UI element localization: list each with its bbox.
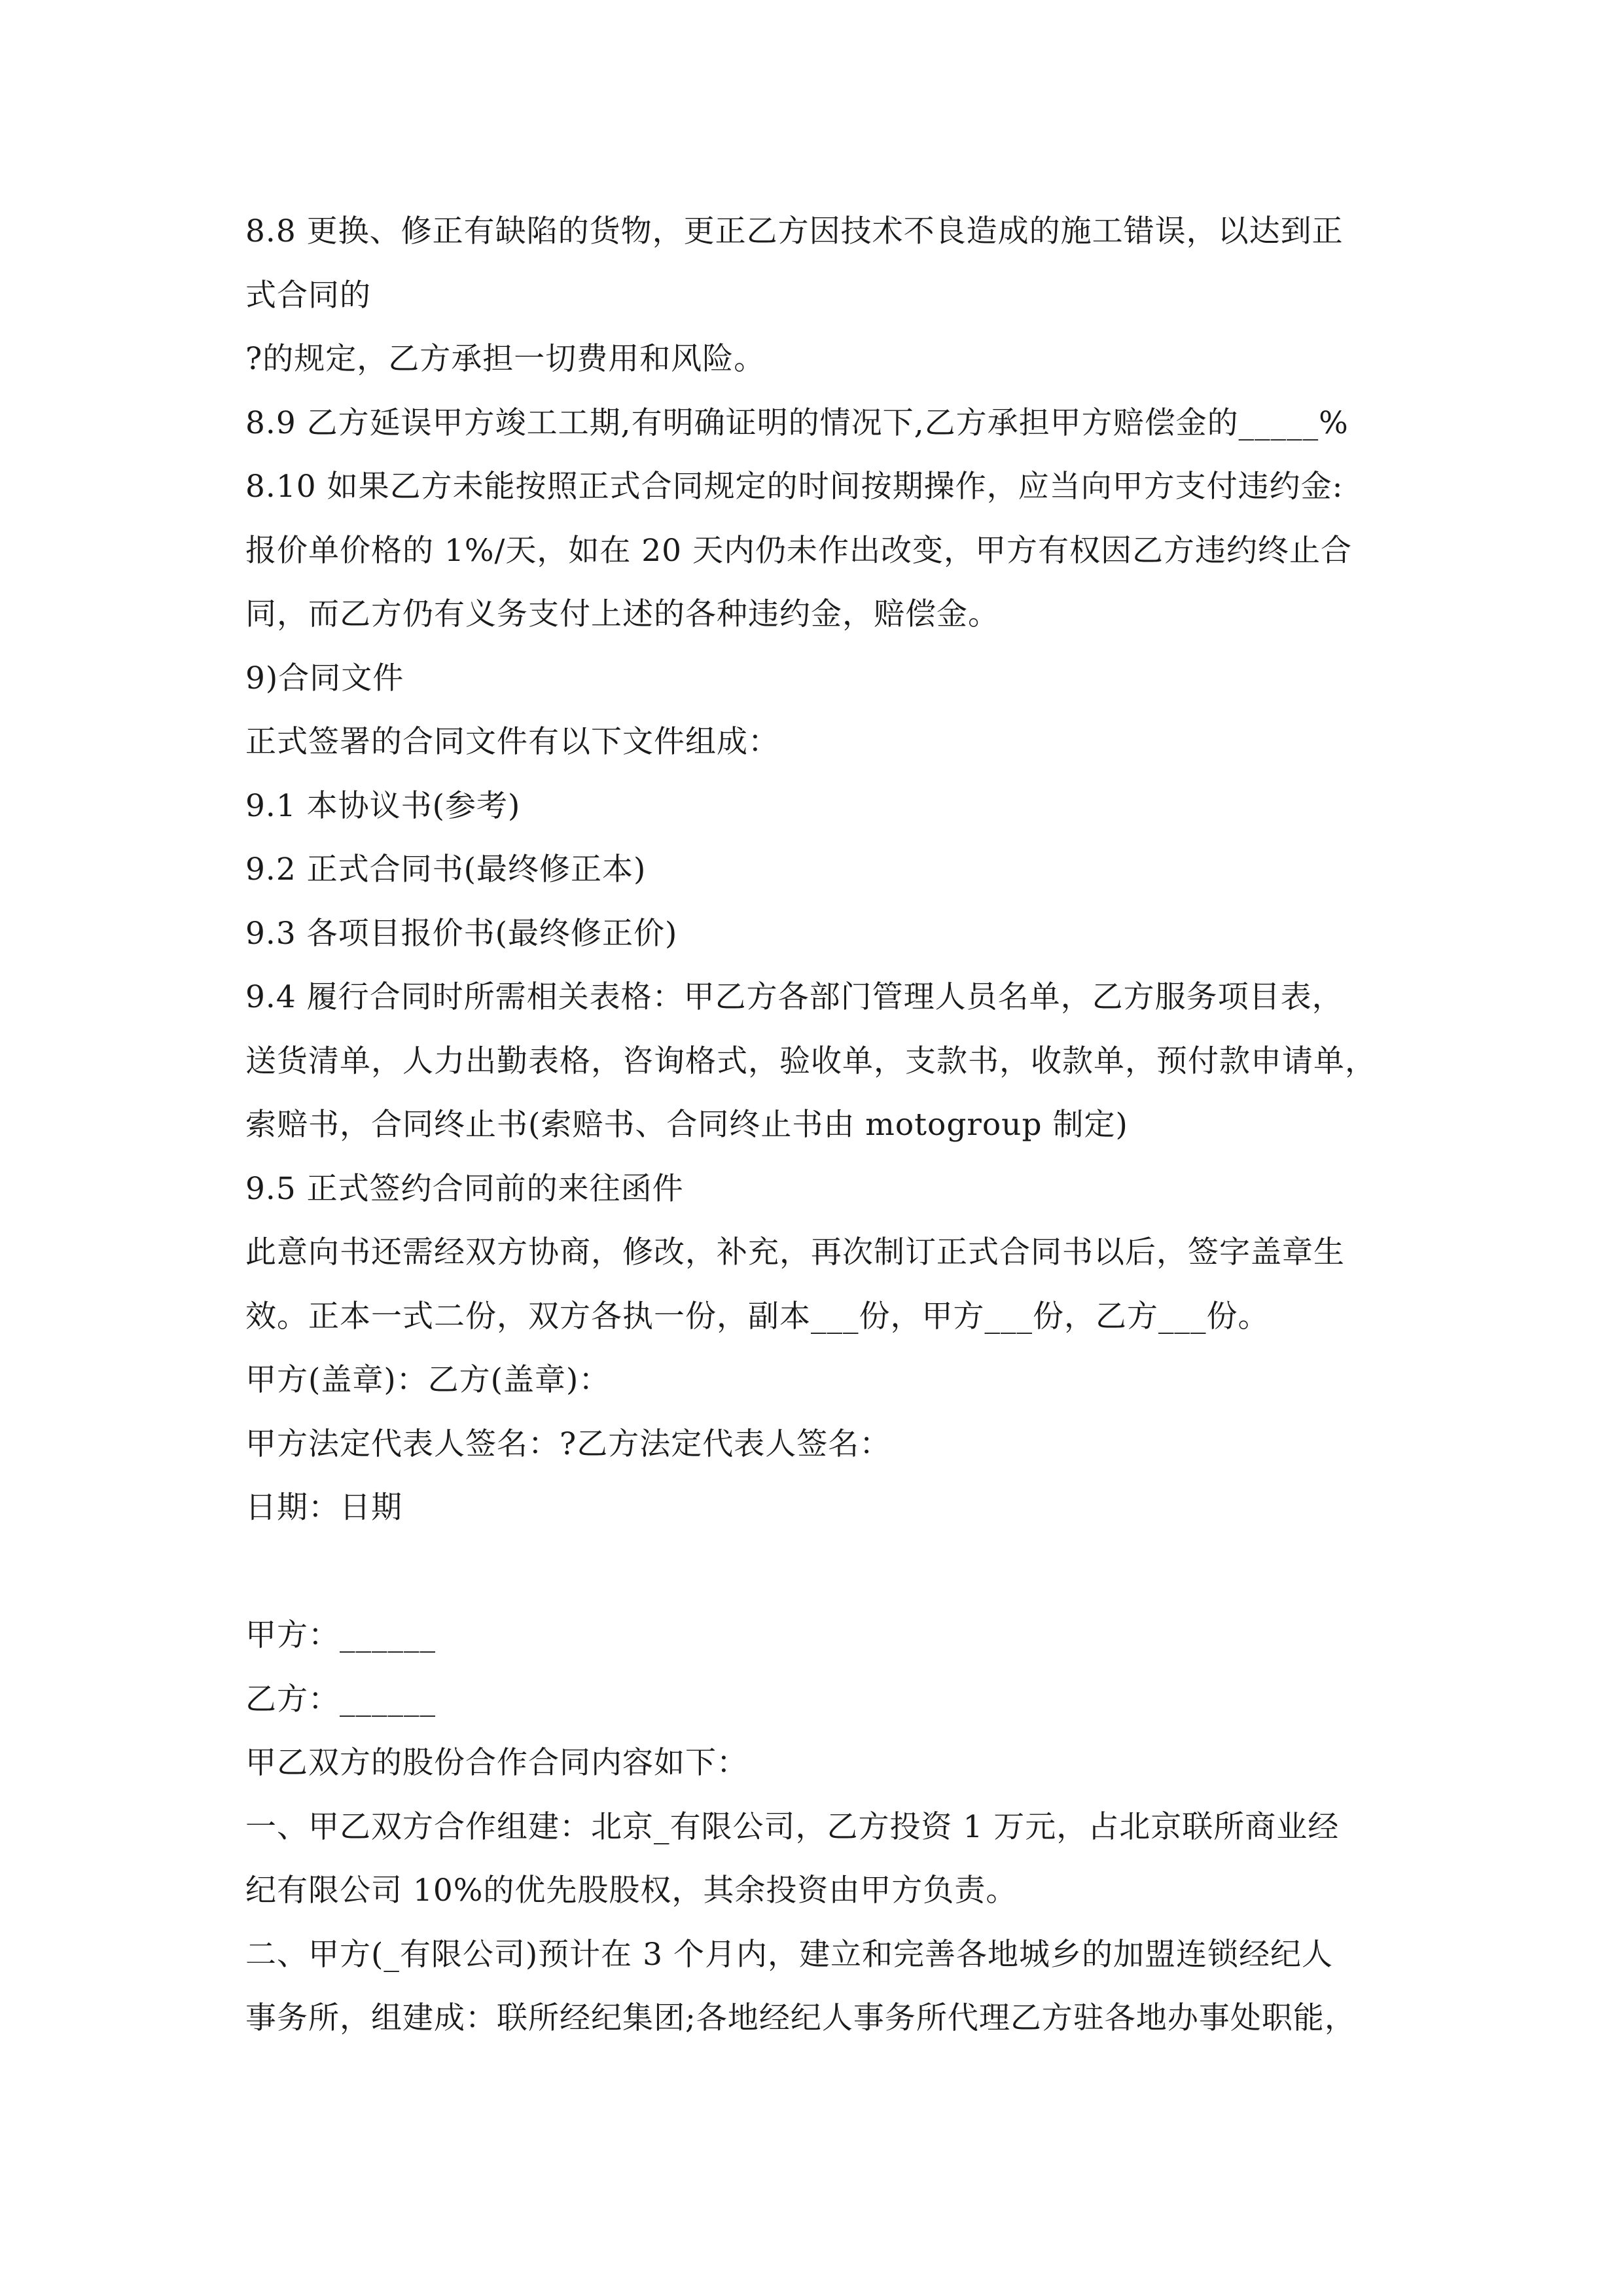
list-item: 9.3 各项目报价书(最终修正价): [245, 915, 678, 952]
text-line: ?的规定，乙方承担一切费用和风险。: [245, 341, 766, 377]
clause-line: 一、甲乙双方合作组建：北京_有限公司，乙方投资 1 万元，占北京联所商业经: [245, 1808, 1340, 1845]
text-line: 同，而乙方仍有义务支付上述的各种违约金，赔偿金。: [245, 596, 999, 632]
list-item: 9.5 正式签约合同前的来往函件: [245, 1170, 684, 1207]
document-body: [245, 200, 1391, 2051]
list-item: 9.4 履行合同时所需相关表格：甲乙方各部门管理人员名单，乙方服务项目表，: [245, 979, 1344, 1015]
text-line: 8.10 如果乙方未能按照正式合同规定的时间按期操作，应当向甲方支付违约金:: [245, 469, 1344, 505]
text-line: 正式签署的合同文件有以下文件组成：: [245, 724, 779, 760]
list-item: 9.2 正式合同书(最终修正本): [245, 852, 647, 888]
date-line: 日期：日期: [245, 1490, 402, 1526]
text-line: 事务所，组建成：联所经纪集团;各地经纪人事务所代理乙方驻各地办事处职能，: [245, 2000, 1356, 2036]
party-a-line: 甲方：______: [245, 1617, 436, 1653]
signature-name-line: 甲方法定代表人签名：?乙方法定代表人签名：: [245, 1426, 891, 1462]
text-line: 此意向书还需经双方协商，修改，补充，再次制订正式合同书以后，签字盖章生: [245, 1234, 1345, 1270]
text-line: 8.9 乙方延误甲方竣工工期,有明确证明的情况下,乙方承担甲方赔偿金的_____%: [245, 404, 1349, 441]
clause-line: 二、甲方(_有限公司)预计在 3 个月内，建立和完善各地城乡的加盟连锁经纪人: [245, 1936, 1333, 1973]
section-heading: 9)合同文件: [245, 660, 404, 696]
text-line: 纪有限公司 10%的优先股股权，其余投资由甲方负责。: [245, 1873, 1018, 1909]
party-b-line: 乙方：______: [245, 1681, 436, 1717]
list-item: 9.1 本协议书(参考): [245, 787, 521, 824]
text-line: 报价单价格的 1%/天，如在 20 天内仍未作出改变，甲方有权因乙方违约终止合: [245, 532, 1353, 569]
text-line: 式合同的: [245, 277, 371, 314]
blank-gap: [245, 1540, 1391, 1604]
text-line: 效。正本一式二份，双方各执一份，副本___份，甲方___份，乙方___份。: [245, 1298, 1270, 1335]
text-line: 送货清单，人力出勤表格，咨询格式，验收单，支款书，收款单，预付款申请单，: [245, 1043, 1376, 1079]
text-line: 甲乙双方的股份合作合同内容如下：: [245, 1745, 748, 1781]
text-line: 8.8 更换、修正有缺陷的货物，更正乙方因技术不良造成的施工错误，以达到正: [245, 213, 1344, 249]
text-line: 索赔书，合同终止书(索赔书、合同终止书由 motogroup 制定): [245, 1107, 1128, 1143]
signature-seal-line: 甲方(盖章)：乙方(盖章)：: [245, 1362, 611, 1398]
